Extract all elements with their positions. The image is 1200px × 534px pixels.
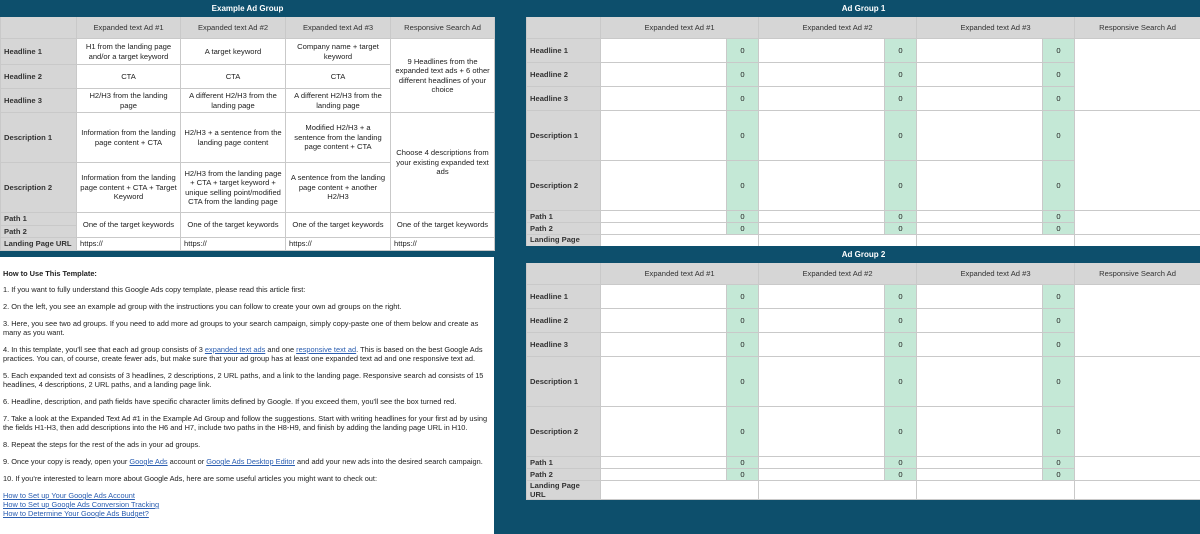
howto-step-1: 1. If you want to fully understand this Google Ads copy template, please read this article first: <box>3 285 306 294</box>
cell[interactable]: A target keyword <box>181 39 286 65</box>
header-eta2[interactable]: Expanded text Ad #2 <box>759 263 917 285</box>
char-count: 0 <box>885 39 917 63</box>
input-cell[interactable] <box>759 457 885 469</box>
header-eta3[interactable]: Expanded text Ad #3 <box>917 17 1075 39</box>
header-eta2[interactable]: Expanded text Ad #2 <box>759 17 917 39</box>
char-count: 0 <box>885 309 917 333</box>
example-ad-group-title: Example Ad Group <box>1 1 495 17</box>
input-cell[interactable] <box>917 285 1043 309</box>
cell[interactable]: H2/H3 from the landing page <box>77 89 181 113</box>
input-cell[interactable] <box>917 309 1043 333</box>
input-cell[interactable] <box>759 309 885 333</box>
input-cell[interactable] <box>759 285 885 309</box>
row-label-headline-3: Headline 3 <box>527 87 601 111</box>
char-count: 0 <box>885 223 917 235</box>
input-cell[interactable] <box>917 161 1043 211</box>
char-count: 0 <box>1043 285 1075 309</box>
row-label-description-2: Description 2 <box>527 161 601 211</box>
char-count: 0 <box>727 285 759 309</box>
howto-step-10: 10. If you're interested to learn more about Google Ads, here are some useful articles you might want to check out: <box>3 474 378 483</box>
row-label-headline-3: Headline 3 <box>527 333 601 357</box>
row-label-headline-3: Headline 3 <box>1 89 77 113</box>
input-cell[interactable] <box>917 39 1043 63</box>
cell-url[interactable]: https:// <box>286 238 391 251</box>
header-eta2[interactable]: Expanded text Ad #2 <box>181 17 286 39</box>
input-cell[interactable] <box>759 161 885 211</box>
input-cell[interactable] <box>759 211 885 223</box>
cell[interactable]: Information from the landing page content + CTA + Target Keyword <box>77 163 181 213</box>
char-count: 0 <box>885 469 917 481</box>
char-count: 0 <box>1043 333 1075 357</box>
row-label-description-1: Description 1 <box>527 357 601 407</box>
input-cell-rsa[interactable] <box>1075 357 1200 457</box>
input-cell-url[interactable] <box>601 481 759 500</box>
input-cell[interactable] <box>601 211 727 223</box>
header-blank <box>527 263 601 285</box>
input-cell-rsa[interactable] <box>1075 285 1200 357</box>
char-count: 0 <box>885 161 917 211</box>
howto-step-9: 9. Once your copy is ready, open your Google Ads account or Google Ads Desktop Editor and add your new ads into the desired search campaign. <box>3 457 483 466</box>
row-label-path-1: Path 1 <box>1 213 77 226</box>
char-count: 0 <box>885 333 917 357</box>
char-count: 0 <box>727 211 759 223</box>
google-ads-editor-link[interactable]: Google Ads Desktop Editor <box>206 457 295 466</box>
char-count: 0 <box>885 285 917 309</box>
char-count: 0 <box>1043 87 1075 111</box>
header-eta1[interactable]: Expanded text Ad #1 <box>601 263 759 285</box>
cell[interactable]: A sentence from the landing page content + another H2/H3 <box>286 163 391 213</box>
input-cell[interactable] <box>917 469 1043 481</box>
cell[interactable]: Modified H2/H3 + a sentence from the landing page content + CTA <box>286 113 391 163</box>
input-cell[interactable] <box>917 63 1043 87</box>
char-count: 0 <box>885 63 917 87</box>
char-count: 0 <box>1043 457 1075 469</box>
ad-group-1-table <box>526 0 1200 254</box>
input-cell-url[interactable] <box>1075 481 1200 500</box>
header-rsa[interactable]: Responsive Search Ad <box>1075 263 1200 285</box>
input-cell[interactable] <box>601 457 727 469</box>
article-links <box>3 491 490 518</box>
row-label-headline-1: Headline 1 <box>527 39 601 63</box>
row-label-landing-page-url: Landing Page URL <box>1 238 77 251</box>
cell[interactable]: A different H2/H3 from the landing page <box>286 89 391 113</box>
input-cell[interactable] <box>601 309 727 333</box>
input-cell-rsa[interactable] <box>1075 111 1200 211</box>
char-count: 0 <box>727 87 759 111</box>
input-cell[interactable] <box>759 63 885 87</box>
cell[interactable]: CTA <box>77 65 181 89</box>
char-count: 0 <box>885 211 917 223</box>
input-cell-url[interactable] <box>917 481 1075 500</box>
cell[interactable]: One of the target keywords <box>77 213 181 238</box>
char-count: 0 <box>885 87 917 111</box>
char-count: 0 <box>727 161 759 211</box>
input-cell[interactable] <box>759 333 885 357</box>
char-count: 0 <box>727 333 759 357</box>
input-cell[interactable] <box>917 211 1043 223</box>
input-cell[interactable] <box>917 357 1043 407</box>
row-label-headline-2: Headline 2 <box>527 63 601 87</box>
cell[interactable]: One of the target keywords <box>391 213 495 238</box>
input-cell[interactable] <box>601 87 727 111</box>
input-cell[interactable] <box>601 63 727 87</box>
howto-step-8: 8. Repeat the steps for the rest of the ads in your ad groups. <box>3 440 201 449</box>
header-eta3[interactable]: Expanded text Ad #3 <box>917 263 1075 285</box>
cell[interactable]: One of the target keywords <box>181 213 286 238</box>
cell[interactable]: CTA <box>181 65 286 89</box>
row-label-path-2: Path 2 <box>527 469 601 481</box>
input-cell-rsa[interactable] <box>1075 39 1200 111</box>
cell-rsa-headlines[interactable]: 9 Headlines from the expanded text ads + 6 other different headlines of your choice <box>391 39 495 113</box>
howto-step-7: 7. Take a look at the Expanded Text Ad #1 in the Example Ad Group and follow the suggestions. Start with writing headlines for your first ad by using the fields H1-H3, then add descriptions into the H6 and H7, include two paths in the H8-H9, and finish by adding the landing page URL in H10. <box>3 414 488 432</box>
cell[interactable]: H1 from the landing page and/or a target keyword <box>77 39 181 65</box>
how-to-use-panel <box>0 257 494 534</box>
input-cell[interactable] <box>601 223 727 235</box>
header-rsa[interactable]: Responsive Search Ad <box>391 17 495 39</box>
input-cell[interactable] <box>759 407 885 457</box>
input-cell[interactable] <box>917 457 1043 469</box>
char-count: 0 <box>727 357 759 407</box>
row-label-path-2: Path 2 <box>1 225 77 238</box>
char-count: 0 <box>885 357 917 407</box>
header-eta1[interactable]: Expanded text Ad #1 <box>77 17 181 39</box>
header-eta1[interactable]: Expanded text Ad #1 <box>601 17 759 39</box>
ad-group-2-table <box>526 246 1200 500</box>
input-cell[interactable] <box>759 111 885 161</box>
row-label-landing-page-url: Landing Page <box>527 235 601 254</box>
input-cell[interactable] <box>601 111 727 161</box>
char-count: 0 <box>885 457 917 469</box>
ad-group-1-title: Ad Group 1 <box>527 1 1200 17</box>
cell[interactable]: A different H2/H3 from the landing page <box>181 89 286 113</box>
char-count: 0 <box>1043 63 1075 87</box>
cell[interactable]: H2/H3 from the landing page + CTA + target keyword + unique selling point/modified CTA from the landing page <box>181 163 286 213</box>
char-count: 0 <box>885 407 917 457</box>
cell-rsa-descriptions[interactable]: Choose 4 descriptions from your existing expanded text ads <box>391 113 495 213</box>
input-cell[interactable] <box>917 223 1043 235</box>
cell[interactable]: Information from the landing page content + CTA <box>77 113 181 163</box>
row-label-landing-page-url: Landing Page URL <box>527 481 601 500</box>
char-count: 0 <box>1043 357 1075 407</box>
input-cell[interactable] <box>917 87 1043 111</box>
row-label-headline-2: Headline 2 <box>527 309 601 333</box>
input-cell[interactable] <box>601 357 727 407</box>
expanded-text-ads-link[interactable]: expanded text ads <box>204 345 266 354</box>
ad-group-2-title: Ad Group 2 <box>527 247 1200 263</box>
row-label-path-1: Path 1 <box>527 457 601 469</box>
row-label-description-1: Description 1 <box>1 113 77 163</box>
cell[interactable]: Company name + target keyword <box>286 39 391 65</box>
howto-step-6: 6. Headline, description, and path fields have specific character limits defined by Google. If you exceed them, you'll see the box turned red. <box>3 397 457 406</box>
article-link[interactable]: How to Determine Your Google Ads Budget? <box>3 509 149 518</box>
google-ads-link[interactable]: Google Ads <box>129 457 168 466</box>
input-cell[interactable] <box>601 333 727 357</box>
char-count: 0 <box>727 309 759 333</box>
input-cell[interactable] <box>759 357 885 407</box>
row-label-headline-1: Headline 1 <box>527 285 601 309</box>
input-cell[interactable] <box>759 469 885 481</box>
char-count: 0 <box>727 111 759 161</box>
cell[interactable]: One of the target keywords <box>286 213 391 238</box>
cell-url[interactable]: https:// <box>391 238 495 251</box>
header-blank <box>1 17 77 39</box>
header-rsa[interactable]: Responsive Search Ad <box>1075 17 1200 39</box>
cell-url[interactable]: https:// <box>77 238 181 251</box>
char-count: 0 <box>1043 111 1075 161</box>
example-ad-group-table <box>0 0 495 251</box>
char-count: 0 <box>727 469 759 481</box>
char-count: 0 <box>727 63 759 87</box>
row-label-description-2: Description 2 <box>1 163 77 213</box>
howto-step-2: 2. On the left, you see an example ad group with the instructions you can follow to create your own ad groups on the right. <box>3 302 402 311</box>
input-cell[interactable] <box>917 333 1043 357</box>
howto-step-4: 4. In this template, you'll see that each ad group consists of 3 expanded text ads and one responsive text ad. This is based on the best Google Ads practices. You can, of course, create fewer ads, but make sure that your ad group has at least one expanded text ad and one responsive text ad. <box>3 345 483 363</box>
char-count: 0 <box>1043 309 1075 333</box>
input-cell[interactable] <box>917 407 1043 457</box>
input-cell[interactable] <box>601 407 727 457</box>
char-count: 0 <box>1043 407 1075 457</box>
char-count: 0 <box>1043 39 1075 63</box>
char-count: 0 <box>1043 161 1075 211</box>
input-cell[interactable] <box>601 285 727 309</box>
input-cell[interactable] <box>601 469 727 481</box>
input-cell[interactable] <box>601 161 727 211</box>
char-count: 0 <box>727 457 759 469</box>
input-cell-rsa[interactable] <box>1075 211 1200 235</box>
article-link[interactable]: How to Set up Google Ads Conversion Tracking <box>3 500 160 509</box>
input-cell-url[interactable] <box>759 481 917 500</box>
input-cell[interactable] <box>917 111 1043 161</box>
row-label-headline-2: Headline 2 <box>1 65 77 89</box>
char-count: 0 <box>727 223 759 235</box>
cell[interactable]: H2/H3 + a sentence from the landing page content <box>181 113 286 163</box>
char-count: 0 <box>1043 469 1075 481</box>
row-label-headline-1: Headline 1 <box>1 39 77 65</box>
howto-step-3: 3. Here, you see two ad groups. If you need to add more ad groups to your search campaign, simply copy-paste one of them below and create as many as you want. <box>3 319 479 337</box>
article-link[interactable]: How to Set up Your Google Ads Account <box>3 491 135 500</box>
input-cell[interactable] <box>601 39 727 63</box>
char-count: 0 <box>1043 223 1075 235</box>
char-count: 0 <box>885 111 917 161</box>
row-label-description-1: Description 1 <box>527 111 601 161</box>
row-label-path-1: Path 1 <box>527 211 601 223</box>
input-cell-rsa[interactable] <box>1075 457 1200 481</box>
input-cell[interactable] <box>759 39 885 63</box>
row-label-description-2: Description 2 <box>527 407 601 457</box>
responsive-text-ad-link[interactable]: responsive text ad <box>296 345 357 354</box>
char-count: 0 <box>727 407 759 457</box>
howto-step-5: 5. Each expanded text ad consists of 3 headlines, 2 descriptions, 2 URL paths, and a link to the landing page. Responsive search ad consists of 15 headlines, 4 descriptions, 2 URL paths, and a landing page link. <box>3 371 484 389</box>
how-to-heading: How to Use This Template: <box>3 269 97 278</box>
header-eta3[interactable]: Expanded text Ad #3 <box>286 17 391 39</box>
row-label-path-2: Path 2 <box>527 223 601 235</box>
cell-url[interactable]: https:// <box>181 238 286 251</box>
input-cell[interactable] <box>759 87 885 111</box>
char-count: 0 <box>1043 211 1075 223</box>
cell[interactable]: CTA <box>286 65 391 89</box>
char-count: 0 <box>727 39 759 63</box>
input-cell[interactable] <box>759 223 885 235</box>
header-blank <box>527 17 601 39</box>
